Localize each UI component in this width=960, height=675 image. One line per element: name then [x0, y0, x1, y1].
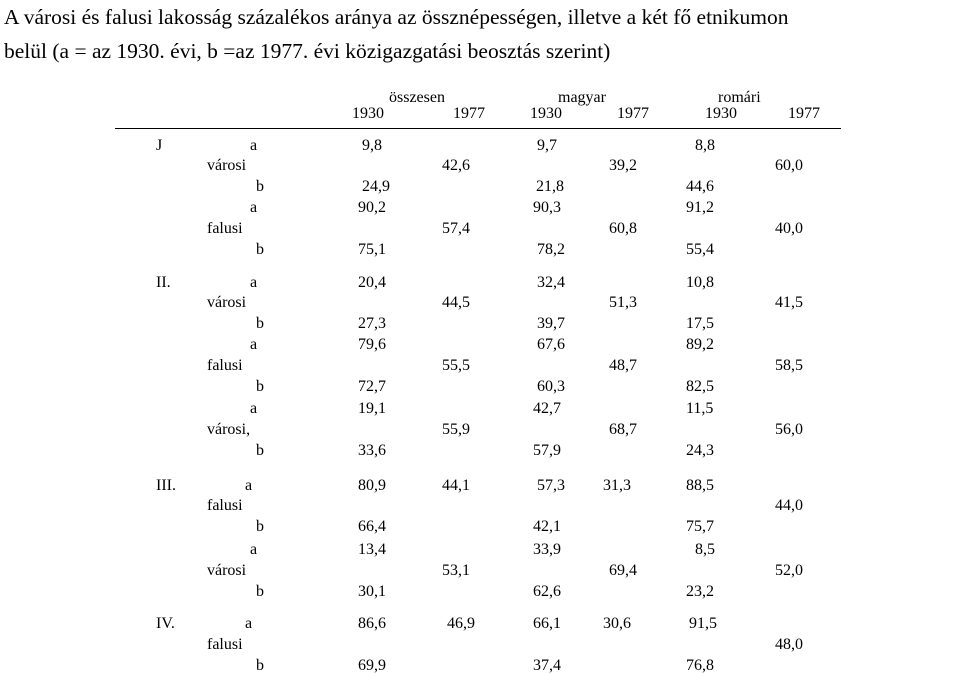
cell: 10,8 [686, 274, 714, 291]
cell: 39,2 [609, 157, 637, 174]
row-letter-a: a [250, 400, 258, 417]
row-letter-b: b [256, 378, 264, 395]
cell: 57,3 [537, 477, 565, 494]
row-label: városi [207, 157, 247, 174]
cell: 37,4 [533, 657, 561, 674]
cell: 44,1 [442, 477, 470, 494]
cell: 33,6 [358, 442, 386, 459]
cell: 91,5 [689, 615, 717, 632]
cell: 41,5 [775, 294, 803, 311]
cell: 56,0 [775, 421, 803, 438]
row-letter-a: a [250, 274, 258, 291]
row-letter-b: b [256, 241, 264, 258]
cell: 42,6 [442, 157, 470, 174]
cell: 89,2 [686, 336, 714, 353]
section-label: IV. [156, 615, 175, 632]
cell: 82,5 [686, 378, 714, 395]
cell: 32,4 [537, 274, 565, 291]
row-letter-b: b [256, 657, 264, 674]
cell: 69,9 [358, 657, 386, 674]
cell: 30,1 [358, 583, 386, 600]
header-year: 1977 [453, 105, 485, 122]
header-year: 1977 [788, 105, 820, 122]
cell: 51,3 [609, 294, 637, 311]
cell: 55,4 [686, 241, 714, 258]
cell: 44,6 [686, 178, 714, 195]
row-letter-b: b [256, 518, 264, 535]
cell: 90,2 [358, 199, 386, 216]
section-label: III. [156, 477, 176, 494]
row-letter-b: b [256, 583, 264, 600]
cell: 17,5 [686, 315, 714, 332]
cell: 19,1 [358, 400, 386, 417]
cell: 55,9 [442, 421, 470, 438]
row-label: városi [207, 562, 247, 579]
cell: 90,3 [533, 199, 561, 216]
cell: 78,2 [537, 241, 565, 258]
cell: 21,8 [536, 178, 564, 195]
row-letter-a: a [250, 137, 258, 154]
cell: 67,6 [537, 336, 565, 353]
header-group-romani: romári [718, 89, 761, 106]
header-year: 1930 [530, 105, 562, 122]
cell: 24,9 [362, 178, 390, 195]
cell: 9,7 [537, 137, 557, 154]
row-label: városi, [207, 421, 251, 438]
cell: 58,5 [775, 357, 803, 374]
page-title [4, 0, 959, 68]
cell: 31,3 [603, 477, 631, 494]
header-year: 1930 [352, 105, 384, 122]
cell: 55,5 [442, 357, 470, 374]
row-letter-a: a [250, 199, 258, 216]
row-letter-a: a [245, 615, 253, 632]
cell: 60,3 [537, 378, 565, 395]
cell: 42,7 [533, 400, 561, 417]
cell: 33,9 [533, 541, 561, 558]
cell: 44,0 [775, 497, 803, 514]
cell: 20,4 [358, 274, 386, 291]
row-letter-b: b [256, 315, 264, 332]
cell: 57,4 [442, 220, 470, 237]
header-year: 1930 [705, 105, 737, 122]
cell: 40,0 [775, 220, 803, 237]
cell: 8,8 [695, 137, 715, 154]
row-letter-a: a [245, 477, 253, 494]
row-label: falusi [207, 220, 243, 237]
title-line-1: A városi és falusi lakosság százalékos aránya az össznépességen, illetve a két fő etnikumon [4, 5, 789, 29]
cell: 48,7 [609, 357, 637, 374]
header-group-osszesen: összesen [389, 89, 445, 106]
cell: 75,1 [358, 241, 386, 258]
cell: 11,5 [686, 400, 714, 417]
cell: 27,3 [358, 315, 386, 332]
cell: 79,6 [358, 336, 386, 353]
row-letter-b: b [256, 442, 264, 459]
cell: 86,6 [358, 615, 386, 632]
cell: 66,1 [533, 615, 561, 632]
cell: 80,9 [358, 477, 386, 494]
title-line-2: belül (a = az 1930. évi, b =az 1977. évi közigazgatási beosztás szerint) [4, 39, 611, 63]
row-letter-a: a [250, 336, 258, 353]
cell: 75,7 [686, 518, 714, 535]
row-label: falusi [207, 636, 243, 653]
row-label: falusi [207, 357, 243, 374]
cell: 66,4 [358, 518, 386, 535]
header-group-magyar: magyar [558, 89, 606, 106]
cell: 44,5 [442, 294, 470, 311]
cell: 42,1 [533, 518, 561, 535]
cell: 72,7 [358, 378, 386, 395]
cell: 39,7 [537, 315, 565, 332]
cell: 30,6 [603, 615, 631, 632]
cell: 8,5 [695, 541, 715, 558]
row-letter-b: b [256, 178, 264, 195]
cell: 23,2 [686, 583, 714, 600]
cell: 48,0 [775, 636, 803, 653]
header-rule [115, 128, 841, 129]
cell: 68,7 [609, 421, 637, 438]
row-label: falusi [207, 497, 243, 514]
cell: 91,2 [686, 199, 714, 216]
cell: 88,5 [686, 477, 714, 494]
cell: 9,8 [362, 137, 382, 154]
cell: 13,4 [358, 541, 386, 558]
header-year: 1977 [617, 105, 649, 122]
cell: 60,0 [775, 157, 803, 174]
row-letter-a: a [250, 541, 258, 558]
cell: 57,9 [533, 442, 561, 459]
section-label: J [156, 137, 163, 154]
cell: 46,9 [447, 615, 475, 632]
cell: 24,3 [686, 442, 714, 459]
cell: 52,0 [775, 562, 803, 579]
section-label: II. [156, 274, 171, 291]
cell: 69,4 [609, 562, 637, 579]
cell: 76,8 [686, 657, 714, 674]
cell: 53,1 [442, 562, 470, 579]
cell: 60,8 [609, 220, 637, 237]
cell: 62,6 [533, 583, 561, 600]
row-label: városi [207, 294, 247, 311]
